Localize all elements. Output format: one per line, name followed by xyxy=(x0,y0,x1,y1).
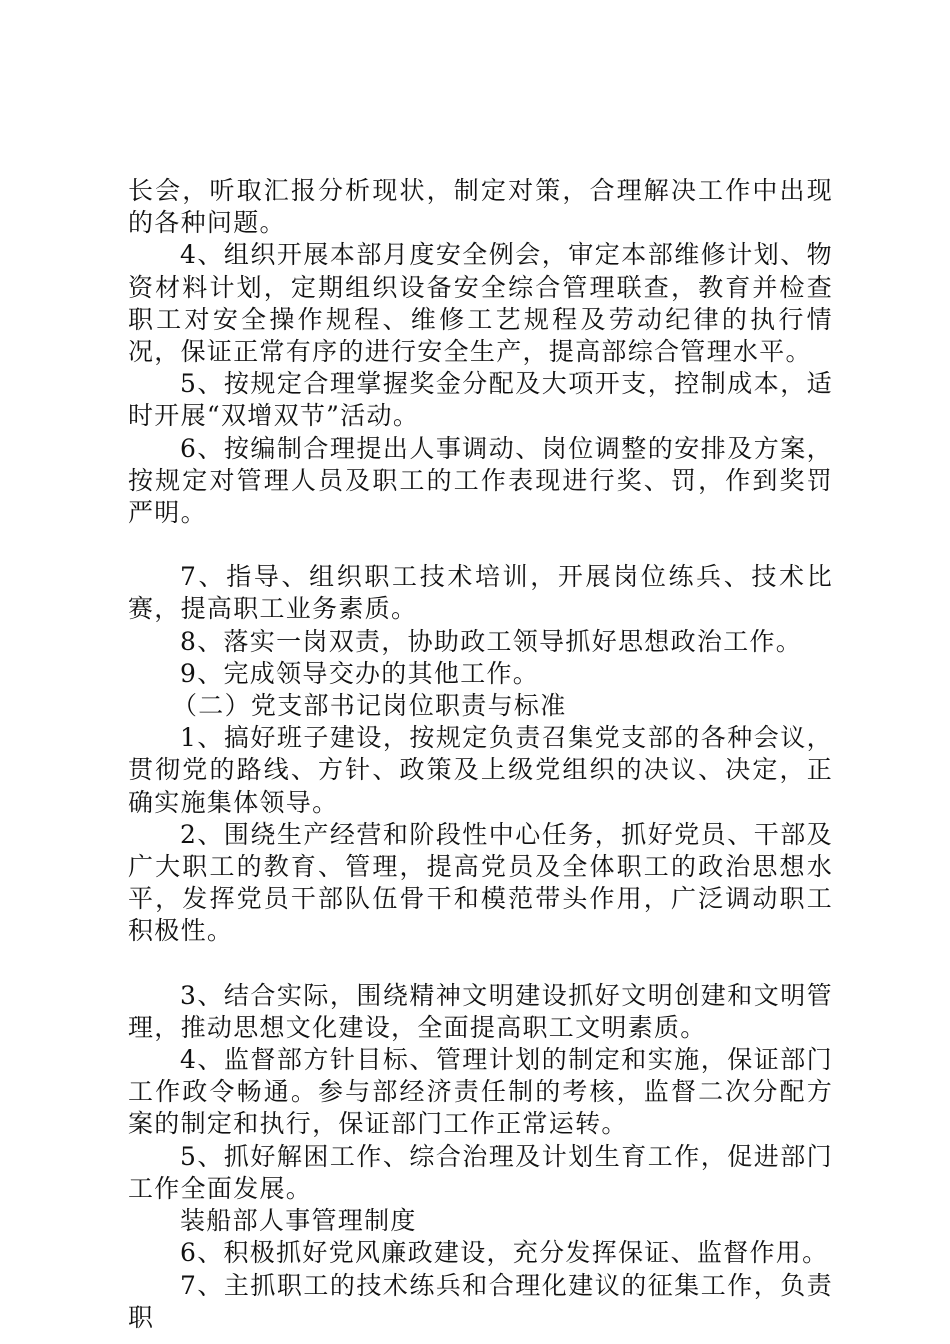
paragraph-8: 1、搞好班子建设，按规定负责召集党支部的各种会议，贯彻党的路线、方针、政策及上级党组织的决议、决定，正确实施集体领导。 xyxy=(128,723,833,817)
paragraph-2: 4、组织开展本部月度安全例会，审定本部维修计划、物资材料计划，定期组织设备安全综合管理联查，教育并检查职工对安全操作规程、维修工艺规程及劳动纪律的执行情况，保证正常有序的进行安全生产，提高部综合管理水平。 xyxy=(128,240,833,367)
paragraph-11: 4、监督部方针目标、管理计划的制定和实施，保证部门工作政令畅通。参与部经济责任制的考核，监督二次分配方案的制定和执行，保证部门工作正常运转。 xyxy=(128,1045,833,1139)
paragraph-6: 8、落实一岗双责，协助政工领导抓好思想政治工作。 xyxy=(180,626,803,656)
paragraph-10: 3、结合实际，围绕精神文明建设抓好文明创建和文明管理，推动思想文化建设，全面提高职工文明素质。 xyxy=(128,980,833,1042)
paragraph-gap xyxy=(128,948,833,980)
section-heading: （二）党支部书记岗位职责与标准 xyxy=(172,691,567,721)
paragraph-4: 6、按编制合理提出人事调动、岗位调整的安排及方案，按规定对管理人员及职工的工作表现进行奖、罚，作到奖罚严明。 xyxy=(128,433,833,528)
paragraph-5: 7、指导、组织职工技术培训，开展岗位练兵、技术比赛，提高职工业务素质。 xyxy=(128,562,833,624)
paragraph-1: 长会，听取汇报分析现状，制定对策，合理解决工作中出现的各种问题。 xyxy=(128,176,833,238)
paragraph-9: 2、围绕生产经营和阶段性中心任务，抓好党员、干部及广大职工的教育、管理，提高党员及全体职工的政治思想水平，发挥党员干部队伍骨干和模范带头作用，广泛调动职工积极性。 xyxy=(128,819,833,946)
document-body xyxy=(128,175,833,1334)
paragraph-3: 5、按规定合理掌握奖金分配及大项开支，控制成本，适时开展“双增双节”活动。 xyxy=(128,369,833,431)
paragraph-7: 9、完成领导交办的其他工作。 xyxy=(180,658,540,688)
paragraph-12: 5、抓好解困工作、综合治理及计划生育工作，促进部门工作全面发展。 xyxy=(128,1141,833,1203)
paragraph-gap xyxy=(128,529,833,561)
paragraph-13: 装船部人事管理制度 xyxy=(180,1206,417,1236)
paragraph-14: 6、积极抓好党风廉政建设，充分发挥保证、监督作用。 xyxy=(180,1238,829,1268)
paragraph-15: 7、主抓职工的技术练兵和合理化建议的征集工作，负责职 xyxy=(128,1270,833,1332)
